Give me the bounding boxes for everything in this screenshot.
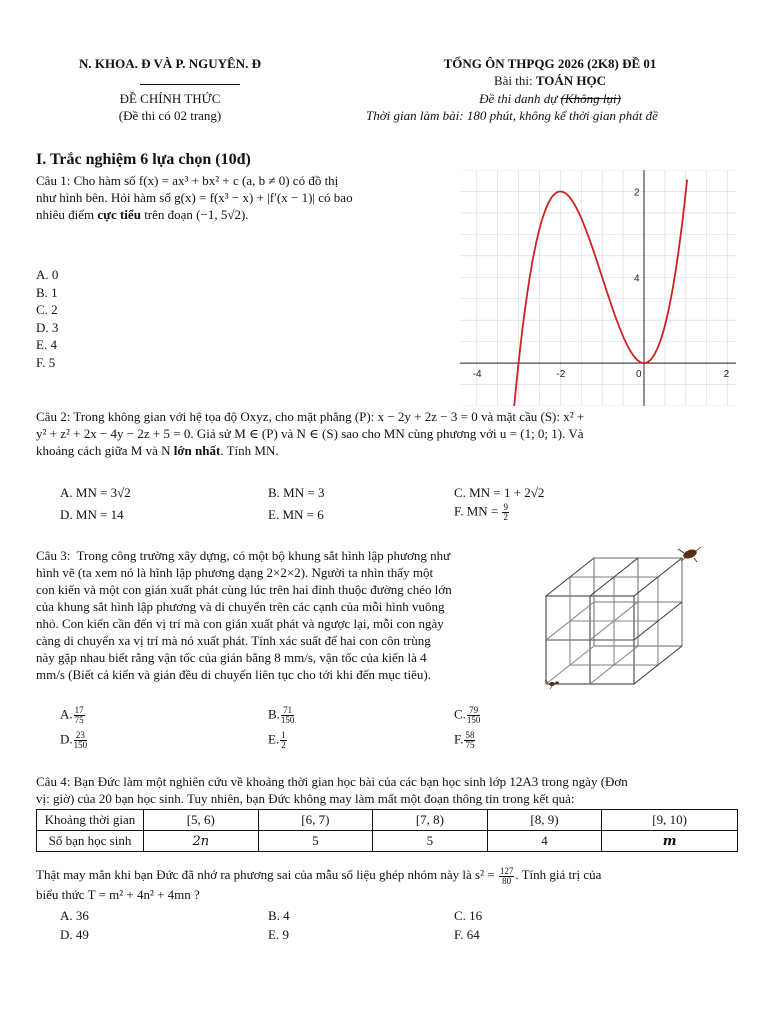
exam-note: [400, 91, 700, 107]
q2-option-e[interactable]: E. MN = 6: [268, 507, 324, 522]
q3-option-a-fraction: [74, 706, 85, 725]
x-tick-label: -4: [472, 369, 482, 381]
table-cell: m: [602, 831, 738, 852]
q4-after1-post: . Tính giá trị của: [515, 867, 602, 882]
subject-name: TOÁN HỌC: [535, 73, 607, 88]
graph-tick-labels: [473, 187, 730, 380]
q1-line3-bold: cực tiểu: [97, 207, 141, 222]
function-curve: [512, 180, 687, 406]
header-divider: [140, 84, 240, 85]
table-cell: [5, 6): [144, 810, 259, 831]
exam-note-main: Đề thi danh dự: [479, 91, 561, 106]
table-cell: 5: [258, 831, 373, 852]
q4-option-f[interactable]: F. 64: [454, 927, 480, 942]
q3-line-1: [36, 547, 524, 564]
q2-line3-post: . Tính MN.: [220, 443, 279, 458]
q3-option-d-letter: D.: [60, 731, 73, 747]
q4-after-line-1: [36, 866, 736, 886]
q1-line-2: như hình bên. Hỏi hàm số g(x) = f(x³ − x) + |f′(x − 1)| có bao: [36, 190, 353, 205]
fraction-numerator: 79: [467, 706, 481, 716]
fraction-denominator: 150: [280, 715, 295, 725]
q1-option-b[interactable]: B. 1: [36, 284, 58, 300]
q3-option-f[interactable]: [454, 731, 476, 750]
q2-line-2: y² + z² + 2x − 4y − 2z + 5 = 0. Giả sử M ∈ (P) và N ∈ (S) sao cho MN cùng phương với u = (1; 0; 1). Và: [36, 426, 584, 441]
fraction-numerator: 127: [499, 865, 514, 876]
q1-line3-post: trên đoạn (−1, 5√2).: [140, 207, 249, 222]
q2-option-f-prefix: F. MN =: [454, 503, 502, 519]
page-count: (Đề thi có 02 trang): [118, 108, 222, 123]
q1-line1-text: Cho hàm số f(x) = ax³ + bx² + c (a, b ≠ 0) có đồ thị: [73, 173, 339, 188]
q1-line-1: [36, 172, 452, 189]
y-tick-label: 2: [634, 187, 640, 199]
q2-option-f-fraction: [502, 503, 509, 522]
fraction-numerator: 58: [465, 730, 475, 740]
fraction-denominator: 2: [503, 512, 508, 522]
q4-label: Câu 4:: [36, 774, 71, 789]
q4-variance-fraction: [499, 867, 515, 886]
q3-option-e-fraction: [280, 731, 287, 750]
q3-option-e[interactable]: [268, 731, 288, 750]
y-tick-label: 4: [634, 273, 640, 285]
fraction-numerator: 71: [281, 706, 295, 716]
subject-prefix: Bài thi:: [493, 73, 536, 88]
x-tick-label: -2: [556, 369, 566, 381]
fraction-numerator: 9: [503, 502, 508, 512]
question-2: [36, 408, 732, 459]
q3-option-a-letter: A.: [60, 706, 73, 722]
question-1: [36, 172, 452, 223]
q4-after-line-2: biểu thức T = m² + 4n² + 4mn ?: [36, 886, 200, 902]
graph-grid: [460, 170, 736, 406]
exam-duration: Thời gian làm bài: 180 phút, không kể thời gian phát đề: [366, 108, 658, 123]
q3-option-b[interactable]: [268, 706, 295, 725]
exam-note-struck: (Không lụi): [560, 91, 621, 106]
table-cell: [9, 10): [602, 810, 738, 831]
question-4: [36, 773, 736, 807]
table-cell: [8, 9): [487, 810, 602, 831]
q4-option-e[interactable]: E. 9: [268, 927, 289, 942]
q3-option-c[interactable]: [454, 706, 481, 725]
q3-line-7: này gặp nhau biết rằng vận tốc của gián bằng 8 mm/s, vận tốc của kiến là 4: [36, 650, 427, 665]
q3-option-d[interactable]: [60, 731, 88, 750]
q4-option-b[interactable]: B. 4: [268, 908, 290, 923]
q3-option-f-fraction: [464, 731, 475, 750]
q2-option-d[interactable]: D. MN = 14: [60, 507, 124, 522]
section-title: I. Trắc nghiệm 6 lựa chọn (10đ): [36, 151, 251, 168]
table-header-interval: Khoảng thời gian: [37, 810, 144, 831]
x-tick-label: 2: [723, 369, 730, 381]
q3-option-d-fraction: [74, 731, 88, 750]
fraction-denominator: 80: [502, 875, 512, 886]
table-cell: [7, 8): [373, 810, 488, 831]
q2-option-c[interactable]: C. MN = 1 + 2√2: [454, 485, 545, 500]
q4-line-1: [36, 773, 736, 790]
q4-line-2: vị: giờ) của 20 bạn học sinh. Tuy nhiên, bạn Đức không may làm mất một đoạn thông tin trong kết quả:: [36, 791, 575, 806]
fraction-denominator: 150: [466, 715, 481, 725]
q1-options: [36, 266, 58, 372]
q1-option-d[interactable]: D. 3: [36, 319, 59, 335]
q3-option-c-letter: C.: [454, 706, 466, 722]
question-3: [36, 547, 524, 683]
q1-line3-pre: nhiêu điểm: [36, 207, 98, 222]
q3-option-c-fraction: [467, 706, 481, 725]
fraction-denominator: 150: [73, 740, 88, 750]
q3-option-b-fraction: [281, 706, 295, 725]
q1-line-3: [36, 206, 452, 223]
fraction-numerator: 1: [281, 730, 286, 740]
q3-line-5: nhỏ. Con kiến cần đến vị trí mà con gián xuất phát và ngược lại, mỗi con ngày: [36, 616, 444, 631]
q4-option-a[interactable]: A. 36: [60, 908, 89, 923]
q2-line3-bold: lớn nhất: [173, 443, 221, 458]
q1-option-f[interactable]: F. 5: [36, 354, 56, 370]
graph-axes: [460, 170, 736, 406]
q3-label: Câu 3:: [36, 548, 71, 563]
q2-option-f[interactable]: [454, 503, 510, 522]
fraction-denominator: 75: [465, 740, 475, 750]
q3-line-6: càng di chuyển xa vị trí mà nó xuất phát. Tính xác suất để hai con côn trùng: [36, 633, 431, 648]
fraction-numerator: 17: [74, 705, 84, 715]
q3-line1-text: Trong công trường xây dựng, có một bộ khung sắt hình lập phương như: [76, 548, 451, 563]
q1-graph: [460, 170, 736, 406]
q1-label: Câu 1:: [36, 173, 71, 188]
q3-option-f-letter: F.: [454, 731, 464, 747]
q1-option-e[interactable]: E. 4: [36, 337, 57, 353]
q3-line-8: mm/s (Biết cả kiến và gián đều di chuyển liên tục cho tới khi đến mục tiêu).: [36, 667, 431, 682]
school-name: N. KHOA. Đ VÀ P. NGUYÊN. Đ: [78, 56, 261, 71]
cube-frame-figure: [534, 540, 734, 692]
table-row: [37, 831, 738, 852]
fraction-numerator: 23: [74, 731, 88, 741]
q3-line-4: của khung sắt hình lập phương và di chuyển trên các cạnh của mỗi hình vuông: [36, 599, 445, 614]
table-row: [37, 810, 738, 831]
q1-option-a[interactable]: A. 0: [36, 267, 59, 282]
q3-line-3: con kiến và một con gián xuất phát cùng lúc trên hai đỉnh thuộc đường chéo lớn: [36, 582, 452, 597]
q4-after1-pre: Thật may mắn khi bạn Đức đã nhớ ra phương sai của mẫu số liệu ghép nhóm này là s² =: [36, 867, 498, 882]
q4-continuation: [36, 866, 736, 903]
q3-option-b-letter: B.: [268, 706, 280, 722]
table-cell: 4: [487, 831, 602, 852]
q2-label: Câu 2:: [36, 409, 71, 424]
frequency-table: [36, 809, 738, 852]
x-tick-label: 0: [636, 369, 642, 381]
q3-line-2: hình vẽ (ta xem nó là hình lập phương dạng 2×2×2). Người ta nhìn thấy một: [36, 565, 434, 580]
q4-option-d[interactable]: D. 49: [60, 927, 89, 942]
table-cell: [6, 7): [258, 810, 373, 831]
q2-option-b[interactable]: B. MN = 3: [268, 485, 325, 500]
q3-option-a[interactable]: [60, 706, 86, 725]
q2-option-a[interactable]: A. MN = 3√2: [60, 485, 131, 500]
q2-line3-pre: khoảng cách giữa M và N: [36, 443, 174, 458]
exam-title: TỔNG ÔN THPQG 2026 (2K8) ĐỀ 01: [443, 56, 657, 71]
table-header-count: Số bạn học sinh: [37, 831, 144, 852]
table-cell: 2n: [144, 831, 259, 852]
q4-line1-text: Bạn Đức làm một nghiên cứu về khoảng thời gian học bài của các bạn học sinh lớp 12A3 trong ngày (Đơn: [73, 774, 628, 789]
q2-line-1: [36, 408, 732, 425]
exam-subject: [400, 73, 700, 89]
q4-option-c[interactable]: C. 16: [454, 908, 483, 923]
q1-option-c[interactable]: C. 2: [36, 302, 58, 318]
q2-line1-text: Trong không gian với hệ tọa độ Oxyz, cho mặt phẳng (P): x − 2y + 2z − 3 = 0 và mặt cầu (S): x² +: [73, 409, 585, 424]
q3-option-e-letter: E.: [268, 731, 280, 747]
fraction-denominator: 75: [74, 715, 84, 725]
table-cell: 5: [373, 831, 488, 852]
official-label: ĐỀ CHÍNH THỨC: [119, 91, 221, 106]
fraction-denominator: 2: [281, 740, 286, 750]
q2-line-3: [36, 442, 732, 459]
